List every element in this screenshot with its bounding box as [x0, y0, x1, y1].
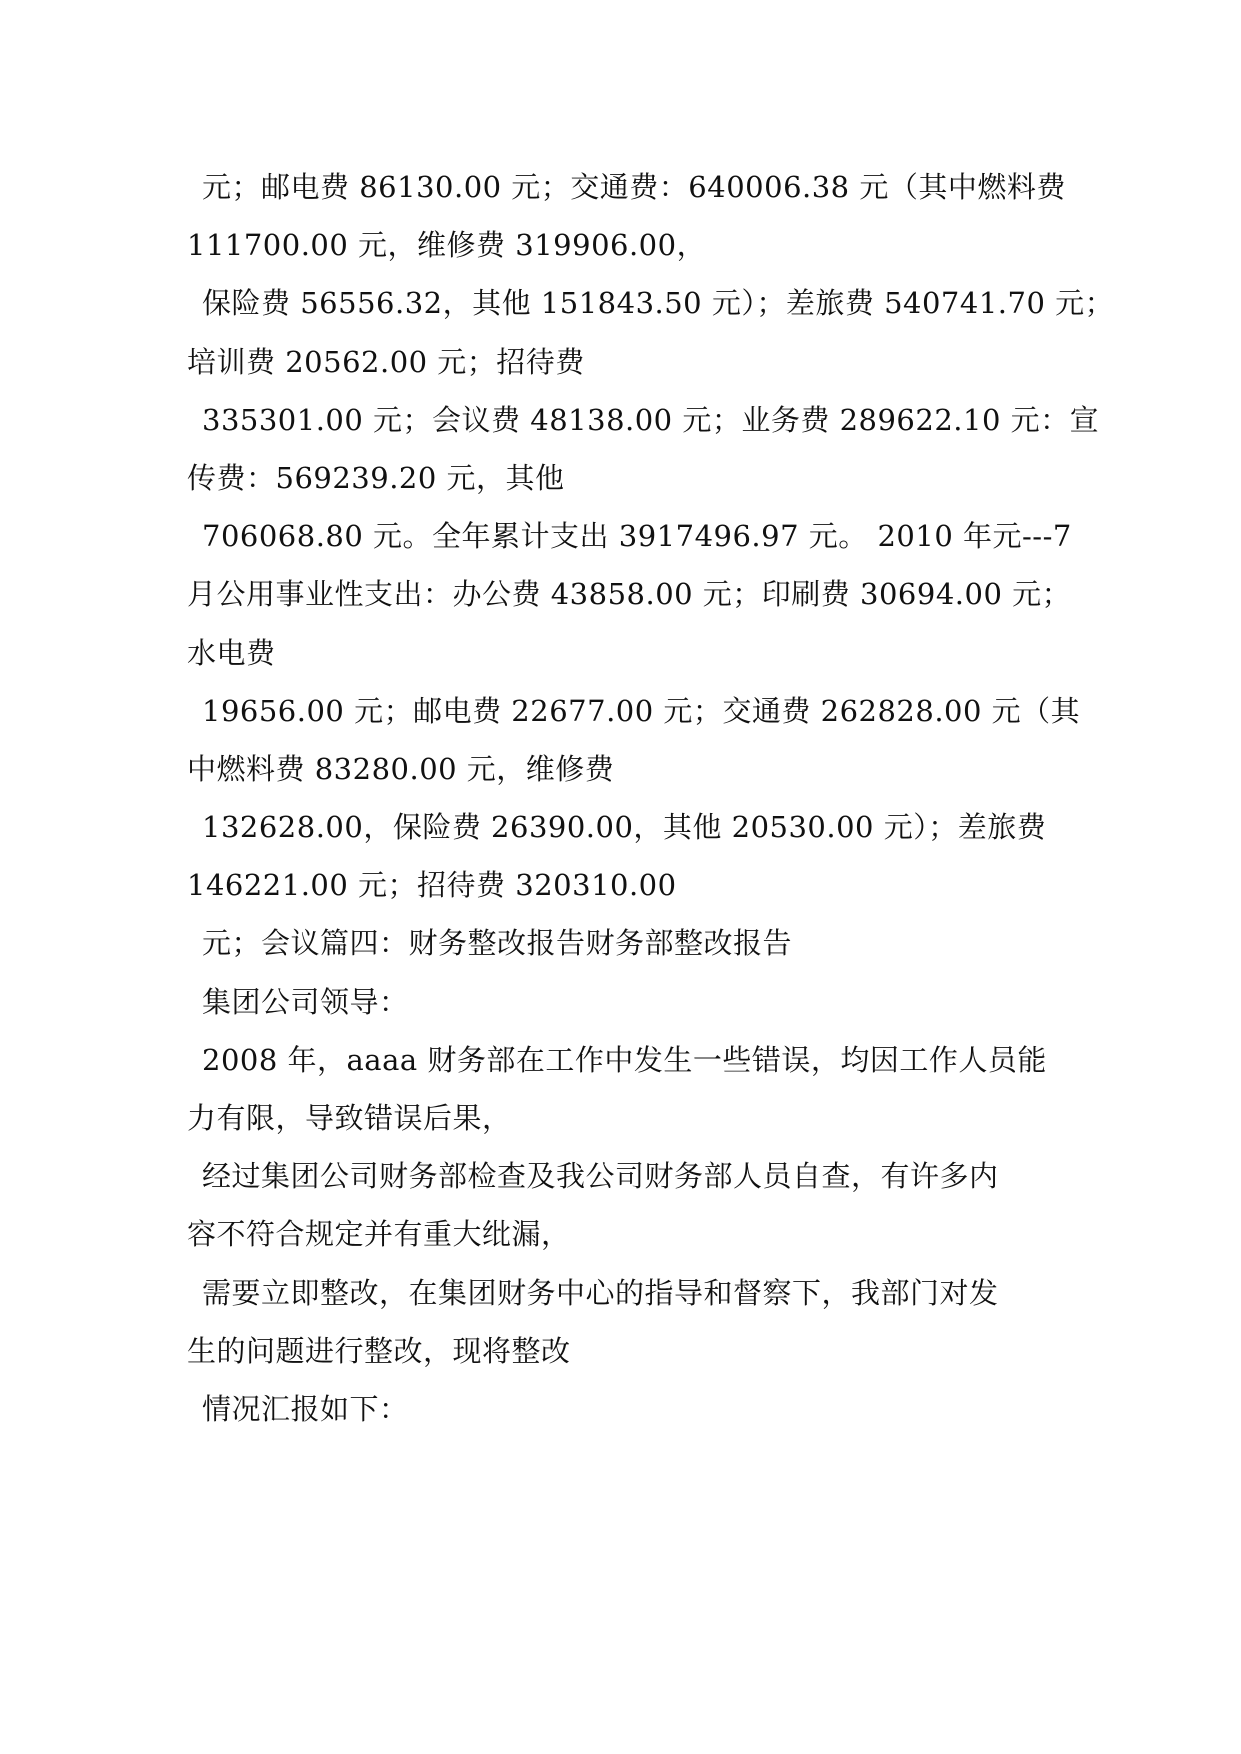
- text-line: 情况汇报如下：: [202, 1391, 409, 1426]
- text-line: 保险费 56556.32，其他 151843.50 元）；差旅费 540741.70 元；: [202, 286, 1115, 321]
- text-line: 水电费: [187, 635, 276, 670]
- text-line: 培训费 20562.00 元；招待费: [187, 344, 585, 379]
- text-line: 2008 年，aaaa 财务部在工作中发生一些错误，均因工作人员能: [202, 1042, 1047, 1077]
- text-line: 力有限，导致错误后果，: [187, 1101, 512, 1135]
- document-body: [187, 158, 1115, 1438]
- text-line: 146221.00 元；招待费 320310.00: [187, 868, 677, 903]
- text-line: 容不符合规定并有重大纰漏，: [187, 1217, 571, 1252]
- text-line: 132628.00，保险费 26390.00，其他 20530.00 元）；差旅费: [202, 810, 1047, 845]
- text-line: 需要立即整改，在集团财务中心的指导和督察下，我部门对发: [202, 1275, 999, 1310]
- text-line: 元；会议篇四：财务整改报告财务部整改报告: [202, 926, 793, 961]
- text-line: 111700.00 元，维修费 319906.00，: [187, 228, 707, 263]
- text-line: 元；邮电费 86130.00 元；交通费：640006.38 元（其中燃料费: [202, 170, 1066, 204]
- text-line: 经过集团公司财务部检查及我公司财务部人员自查，有许多内: [202, 1159, 999, 1194]
- text-line: 月公用事业性支出：办公费 43858.00 元；印刷费 30694.00 元；: [187, 577, 1072, 612]
- text-line: 19656.00 元；邮电费 22677.00 元；交通费 262828.00 元（其: [202, 693, 1081, 728]
- text-line: 335301.00 元；会议费 48138.00 元；业务费 289622.10 元：宣: [202, 402, 1100, 437]
- text-line: 706068.80 元。全年累计支出 3917496.97 元。 2010 年元---7: [202, 519, 1072, 554]
- text-line: 中燃料费 83280.00 元，维修费: [187, 751, 615, 786]
- text-line: 生的问题进行整改，现将整改: [187, 1333, 571, 1368]
- text-line: 集团公司领导：: [202, 984, 409, 1019]
- text-line: 传费：569239.20 元，其他: [187, 460, 565, 495]
